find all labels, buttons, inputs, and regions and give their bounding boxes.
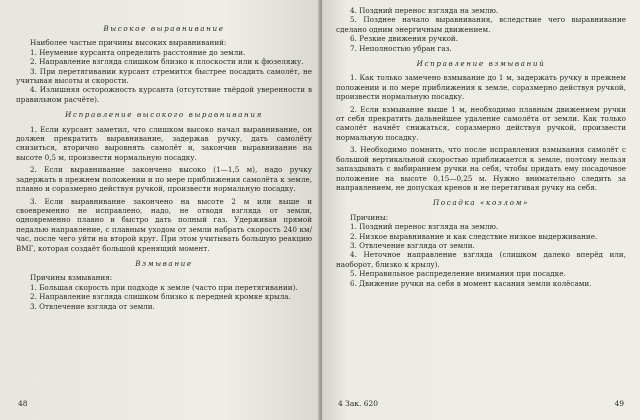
causes-list bbox=[336, 222, 626, 288]
right-page bbox=[322, 0, 640, 420]
causes-list-2 bbox=[16, 283, 312, 311]
heading-high-levelling: Высокое выравнивание bbox=[103, 24, 225, 33]
list-item: 3. Отвлечение взгляда от земли. bbox=[30, 301, 155, 311]
page-number: 49 bbox=[614, 398, 624, 408]
list-item: 4. Неточное направление взгляда (слишком далеко вперёд или, наоборот, близко к крылу). bbox=[336, 250, 626, 269]
causes-intro: Наиболее частые причины высоких выравниваний: bbox=[30, 38, 227, 48]
list-item: 2. Если выравнивание закончено высоко (1—1,5 м), надо ручку задержать в прежнем положении и по мере приближения самолёта к земле, плавно и соразмерно действуя ручкой, произвести нормальную посадку. bbox=[16, 165, 312, 194]
list-item: 2. Направление взгляда слишком близко к передней кромке крыла. bbox=[30, 292, 291, 302]
list-item: 3. Необходимо помнить, что после исправления взмывания самолёт с большой вертикальной скоростью приближается к земле, поэтому нельзя запаздывать с выбиранием ручки на себя, чтобы придать ему посадочное положение на высоте 0,15—0,25 м. Нужно внимательно следить за направлением, не допуская кренов и не перетягивая ручку на себя. bbox=[336, 145, 626, 192]
heading-ballooning: Взмывание bbox=[135, 258, 193, 268]
heading-correction-ballooning: Исправление взмываний bbox=[416, 59, 546, 69]
list-item: 4. Поздний перенос взгляда на землю. bbox=[350, 6, 499, 15]
list-item: 5. Неправильное распределение внимания при посадке. bbox=[350, 269, 566, 279]
list-item: 5. Позднее начало выравнивания, вследствие чего выравнивание сделано одним энергичным движением. bbox=[336, 15, 626, 34]
list-item: 2. Если взмывание выше 1 м, необходимо плавным движением ручки от себя прекратить дальнейшее удаление самолёта от земли. Как только самолёт начнёт снижаться, соразмерно действуя ручкой, произвести нормальную посадку. bbox=[336, 104, 626, 142]
causes-list bbox=[16, 48, 312, 104]
list-item: 1. Как только замечено взмывание до 1 м, задержать ручку в прежнем положении и по мере приближения к земле, соразмерно действуя ручкой, произвести нормальную посадку. bbox=[336, 73, 626, 102]
heading-bounced-landing: Посадка «козлом» bbox=[432, 198, 530, 208]
page-number: 48 bbox=[18, 398, 28, 408]
list-item: 1. Если курсант заметил, что слишком высоко начал выравнивание, он должен прекратить выравнивание, задержав ручку, дать самолёту снизиться, вторично выровнять самолёт и, закончив выравнивание на высоте 0,5 м, произвести нормальную посадку. bbox=[16, 124, 312, 162]
corrections-list bbox=[16, 125, 312, 253]
list-item: 4. Излишняя осторожность курсанта (отсутствие твёрдой уверенности в правильном расчёте). bbox=[16, 85, 312, 104]
list-item: 6. Резкие движения ручкой. bbox=[350, 34, 458, 44]
continued-list bbox=[336, 6, 626, 53]
list-item: 6. Движение ручки на себя в момент касания земли колёсами. bbox=[350, 278, 592, 288]
list-item: 2. Низкое выравнивание и как следствие низкое выдерживание. bbox=[350, 231, 598, 241]
printer-signature: 4 Зак. 620 bbox=[338, 398, 379, 408]
list-item: 3. Если выравнивание закончено на высоте 2 м или выше и своевременно не исправлено, надо, не отводя взгляда от земли, одновременно плавно и быстро дать полный газ. Удерживая прямой педалью направление, с плавным уходом от земли набрать скорость 240 км/час, после чего уйти на второй круг. При этом учитывать большую реакцию ВМГ, которая создаёт большой кренящий момент. bbox=[16, 196, 312, 253]
causes-intro: Причины: bbox=[350, 212, 389, 222]
causes-intro: Причины взмывания: bbox=[30, 273, 113, 283]
list-item: 3. При перетягивании курсант стремится быстрее посадить самолёт, не учитывая высоты и скорости. bbox=[16, 66, 312, 86]
heading-correction-high-levelling: Исправление высокого выравнивания bbox=[65, 110, 263, 120]
list-item: 1. Поздний перенос взгляда на землю. bbox=[350, 222, 499, 232]
list-item: 1. Большая скорость при подходе к земле (часто при перетягивании). bbox=[30, 282, 298, 292]
list-item: 1. Неумение курсанта определить расстояние до земли. bbox=[30, 47, 246, 57]
list-item: 3. Отвлечение взгляда от земли. bbox=[350, 240, 475, 250]
list-item: 7. Неполностью убран газ. bbox=[350, 43, 452, 53]
list-item: 2. Направление взгляда слишком близко к плоскости или к фюзеляжу. bbox=[30, 57, 304, 67]
corrections-list bbox=[336, 73, 626, 192]
